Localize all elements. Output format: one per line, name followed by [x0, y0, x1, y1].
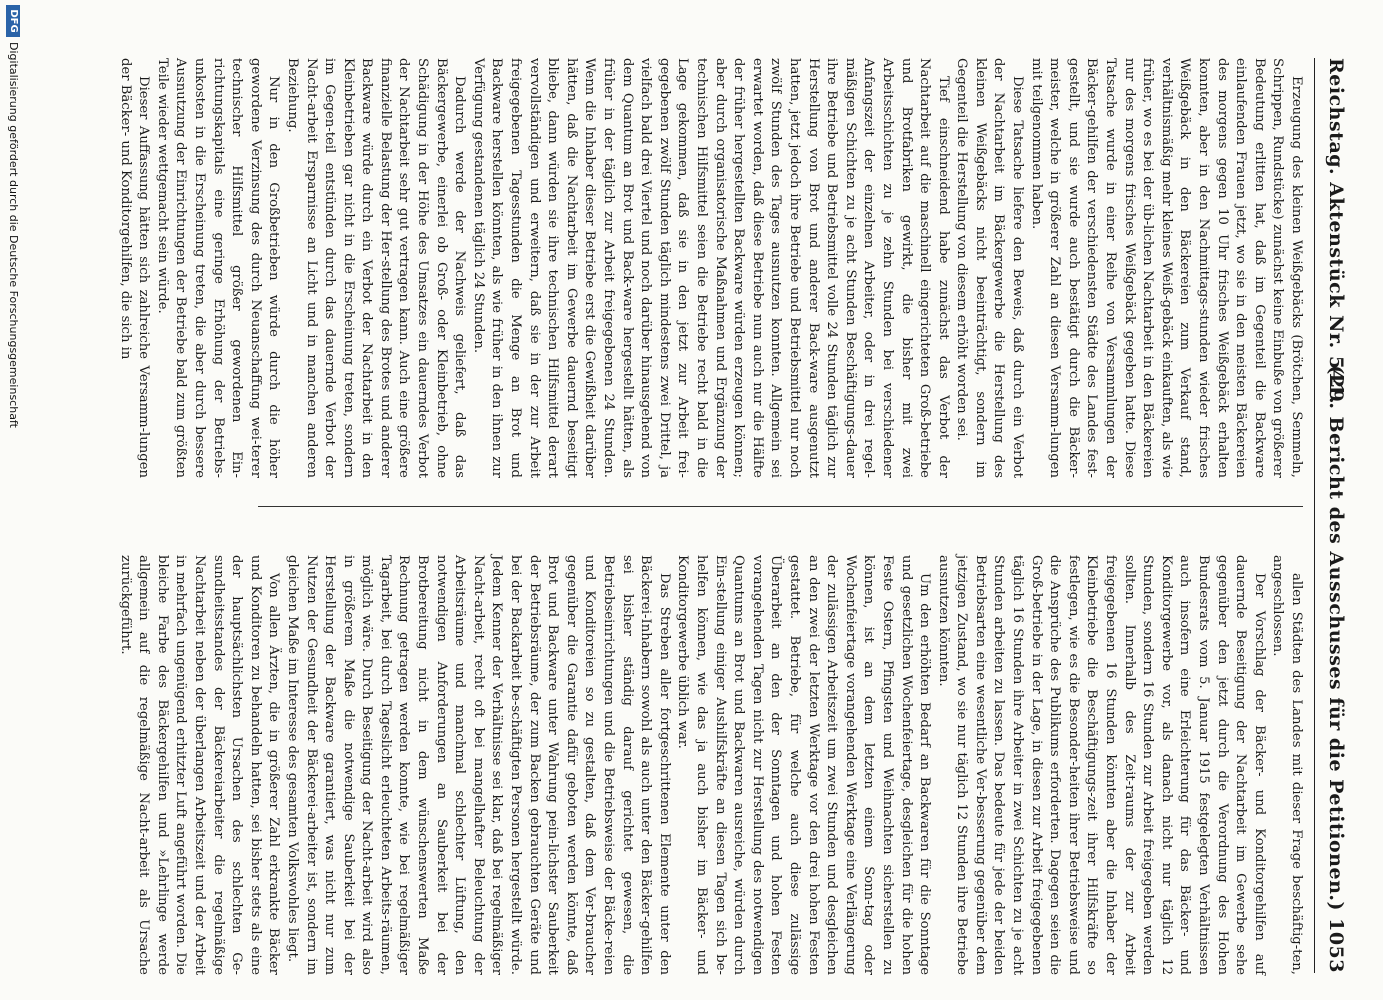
paragraph: Nur in den Großbetrieben würde durch die höher gewordene Verzinsung des durch Neuanschaffung wei-terer technischer Hilfsmittel größer gewordenen Ein-richtungskapitals eine geringe Erhöhung der Betriebs-unkosten in die Erscheinung treten, die aber durch bessere Ausnutzung der Einrichtungen der Betriebe bald zum größten Teile wieder wettgemacht sein würde.	[154, 58, 282, 478]
page-header	[1314, 58, 1355, 973]
paragraph: Von allen Ärzten, die in größerer Zahl erkrankte Bäcker und Konditoren zu behandeln hatten, sei bisher stets als eine der hauptsächlichsten Ursachen des schlechten Ge-sundheitsstandes der Bäckereiarbeiter die regelmäßige Nachtarbeit neben der überlangen Arbeitszeit und der Arbeit in mehrfach ungenügend erhitzter Luft angeführt worden. Die bleiche Farbe des Bäckergehilfen und »Lehrlinge werde allgemein auf die regelmäßige Nacht-arbeit als Ursache zurückgeführt.	[117, 555, 282, 975]
paragraph: Das Streben aller fortgeschrittenen Elemente unter den Bäckerei-Inhabern sowohl als auch unter den Bäcker-gehilfen sei bisher ständig darauf gerichtet gewesen, die Betriebseinrichtungen und die Betriebsweise der Bäcke-reien und Konditoreien so zu gestalten, daß dem Ver-braucher gegenüber die Garantie dafür geboten werden könnte, daß Brot und Backware unter Wahrung pein-lichster Sauberkeit der Betriebsräume, der zum Backen gebrauchten Geräte und bei der Backarbeit be-schäftigten Personen hergestellt würde. Jedem Kenner der Verhältnisse sei klar, daß bei regelmäßiger Nacht-arbeit, recht oft bei mangelhafter Beleuchtung der Arbeitsräume und manchmal schlechter Lüftung, den notwendigen Anforderungen an Sauberkeit bei der Brotbereitung nicht in dem wünschenswerten Maße Rechnung getragen werden konnte, wie bei regelmäßiger Tagarbeit, bei durch Tageslicht erleuchteten Arbeits-räumen, möglich wäre. Durch Beseitigung der Nacht-arbeit wird also in größerem Maße die notwendige Sauberkeit bei der Herstellung der Backware garantiert, was nicht nur zum Nutzen der Gesundheit der Bäckerei-arbeiter ist, sondern im gleichen Maße im Interesse des gesamten Volkswohles liegt.	[284, 555, 672, 975]
text-column-right	[117, 555, 1305, 975]
column-divider	[258, 506, 1303, 507]
header-title: Reichstag. Aktenstück Nr. 541.	[1325, 58, 1347, 405]
text-column-left	[117, 58, 1305, 478]
paragraph: Der Vorschlag der Bäcker- und Konditorgehilfen auf dauernde Beseitigung der Nachtarbeit im Gewerbe sehe gegenüber den jetzt durch die Verordnung des Hohen Bundesrats vom 5. Januar 1915 festgelegten Verhältnissen auch insofern eine Erleichterung für das Bäcker- und Konditorgewerbe vor, als danach nicht nur täglich 12 Stunden, sondern 16 Stunden zur Arbeit freigegeben werden sollten. Innerhalb des Zeit-raums der zur Arbeit freigegebenen 16 Stunden könnten aber die Inhaber der Kleinbetriebe die Beschäftigungs-zeit ihrer Hilfskräfte so festlegen, wie es die Besonder-heiten ihrer Betriebsweise und die Ansprüche des Publikums erforderten. Dagegen seien die Groß-betriebe in der Lage, in diesen zur Arbeit freigegebenen täglich 16 Stunden ihre Arbeiter in zwei Schichten zu je acht Stunden arbeiten zu lassen. Das bedeute für jede der beiden Betriebsarten eine wesentliche Ver-besserung gegenüber dem jetzigen Zustand, wo sie nur täglich 12 Stunden ihre Betriebe ausnutzen könnten.	[935, 555, 1267, 975]
digitization-footer	[3, 0, 23, 1000]
paragraph: Dieser Auffassung hätten sich zahlreiche Versamm-lungen der Bäcker- und Konditorgehilfen, die sich in	[117, 58, 152, 478]
paragraph: Um den erhöhten Bedarf an Backwaren für die Sonntage und gesetzlichen Wochenfeiertage, desgleichen für die hohen Feste Ostern, Pfingsten und Weihnachten sicherstellen zu können, ist an dem letzten einem Sonn-tag oder Wochenfeiertage vorangehenden Werktage eine Verlängerung der zulässigen Arbeitszeit um zwei Stunden und desgleichen an den zwei der letzten Werktage vor den drei hohen Festen gestattet. Betriebe, für welche auch diese zulässige Überarbeit an den der Sonntagen und hohen Festen vorangehenden Tagen nicht zur Herstellung des notwendigen Quantums an Brot und Backwaren ausreiche, würden durch Ein-stellung einiger Aushilfskräfte an diesen Tagen sich be-helfen können, wie das ja auch bisher im Bäcker- und Konditorgewerbe üblich war.	[675, 555, 933, 975]
paragraph: Dadurch werde der Nachweis geliefert, daß das Bäckergewerbe, einerlei ob Groß- oder Kleinbetrieb, ohne Schädigung in der Höhe des Umsatzes ein dauerndes Verbot der Nachtarbeit sehr gut vertragen kann. Auch eine größere finanzielle Belastung der Her-stellung des Brotes und anderer Backware würde durch ein Verbot der Nachtarbeit in den Kleinbetrieben gar nicht in die Erscheinung treten, sondern im Gegen-teil entstünden durch das dauernde Verbot der Nacht-arbeit Ersparnisse an Licht und in manchen anderen Beziehung.	[284, 58, 468, 478]
paragraph: allen Städten des Landes mit dieser Frage beschäftig-ten, angeschlossen.	[1270, 555, 1304, 975]
dfg-logo: DFG	[6, 5, 20, 37]
paragraph: Tief einschneidend habe zunächst das Verbot der Nachtarbeit auf die maschinell eingerichteten Groß-betriebe und Brotfabriken gewirkt, die bisher mit zwei Arbeitsschichten zu je zehn Stunden bei verschiedener Anfangszeit der einzelnen Arbeiter, oder in drei regel-mäßigen Schichten zu je acht Stunden Beschäftigungs-dauer ihre Betriebe und Betriebsmittel volle 24 Stunden täglich zur Herstellung von Brot und anderer Back-ware ausgenutzt hatten, jetzt jedoch ihre Betriebe und Betriebsmittel nur noch zwölf Stunden des Tages ausnutzen konnten. Allgemein sei erwartet worden, daß diese Betriebe nun auch nur die Hälfte der früher hergestellten Backware würden erzeugen können; aber durch organisatorische Maßnahmen und Ergänzung der technischen Hilfsmittel seien die Betriebe recht bald in die Lage gekommen, daß sie in den jetzt zur Arbeit frei-gegebenen zwölf Stunden täglich mindestens zwei Drittel, ja vielfach bald drei Viertel und noch darüber hinausgehend von dem Quantum an Brot und Back-ware hergestellt hätten, als früher in der täglich zur Arbeit freigegebenen 24 Stunden. Wenn die Inhaber dieser Betriebe erst die Gewißheit darüber hätten, daß die Nachtarbeit im Gewerbe dauernd beseitigt bliebe, dann würden sie ihre technischen Hilfsmittel derart vervollständigen und erweitern, daß sie in der zur Arbeit freigegebenen Tagesstunden die Menge an Brot und Backware herstellen könnten, als wie früher in den ihnen zur Verfügung gestandenen täglich 24 Stunden.	[470, 58, 951, 478]
digitization-note: Digitalisierung gefördert durch die Deutsche Forschungsgemeinschaft	[7, 42, 20, 428]
paragraph: Diese Tatsache liefere den Beweis, daß durch ein Verbot der Nachtarbeit im Bäckergewerbe die Herstellung des kleinen Weißgebäcks nicht beeinträchtigt, sondern im Gegenteil die Herstellung von diesem erhöht worden sei.	[954, 58, 1026, 478]
paragraph: Erzeugung des kleinen Weißgebäcks (Brötchen, Semmeln, Schrippen, Rundstücke) zunächst keine Einbuße von größerer Bedeutung erlitten hat, daß im Gegenteil die Backware einlaufenden Frauen jetzt, wo sie in den meisten Bäckereien des morgens gegen 10 Uhr frisches Weißgebäck erhalten konnten, aber in den Nachmittags-stunden wieder frisches Weißgebäck in den Bäckereien zum Verkauf stand, verhältnismäßig mehr kleines Weiß-gebäck einkauften, als wie früher, wo es bei der üb-lichen Nachtarbeit in den Bäckereien nur des morgens frisches Weißgebäck gegeben hatte. Diese Tatsache wurde in einer Reihe von Versammlungen der Bäcker-gehilfen der verschiedensten Städte des Landes fest-gestellt, und sie wurde auch bestätigt durch die Bäcker-meister, welche in größerer Zahl an diesen Versamm-lungen mit teilgenommen haben.	[1028, 58, 1304, 478]
header-page-info: (29. Bericht des Ausschusses für die Petitionen.) 1053	[1325, 365, 1347, 973]
